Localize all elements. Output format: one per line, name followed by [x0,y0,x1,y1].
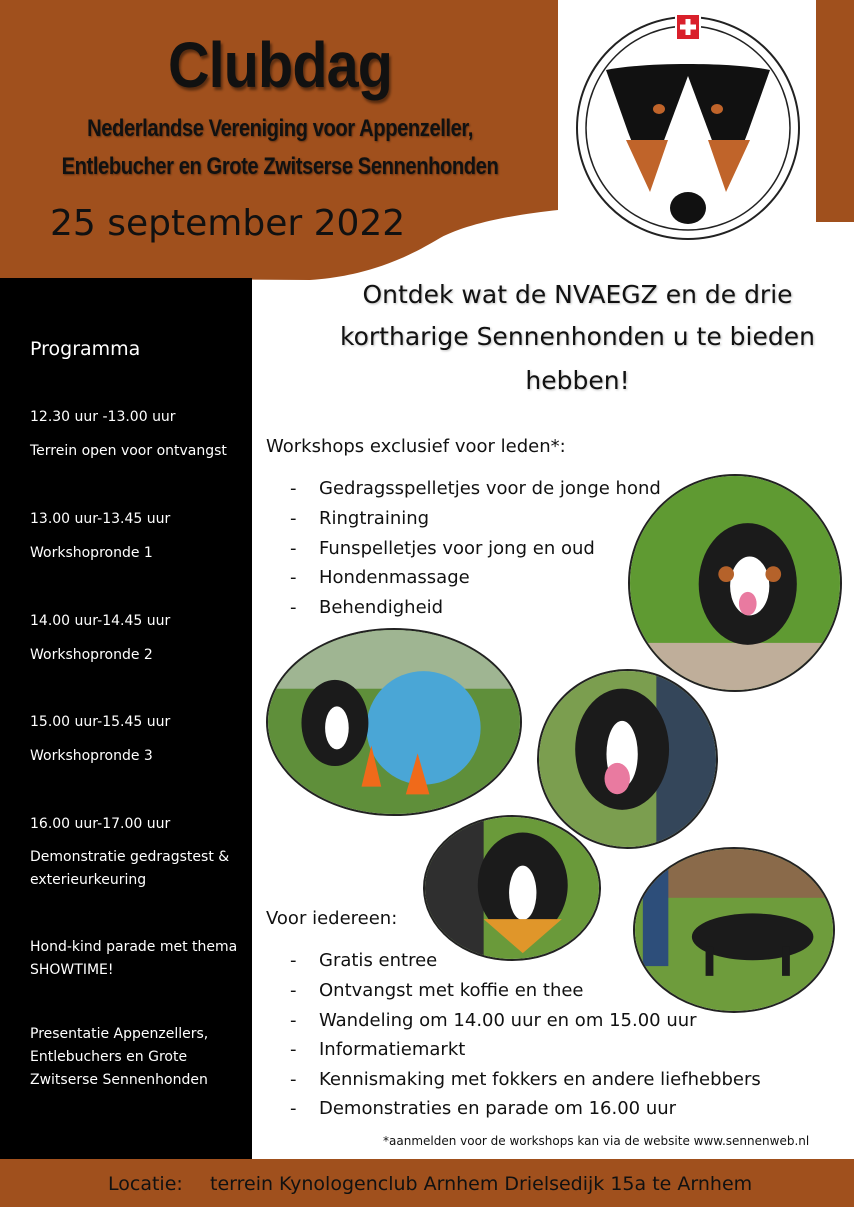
intro-line3: hebben! [525,366,630,395]
workshop-item-text: Funspelletjes voor jong en oud [319,538,595,559]
intro-line2: kortharige Sennenhonden u te bieden [340,322,815,351]
everyone-item-text: Informatiemarkt [319,1039,466,1060]
everyone-heading: Voor iedereen: [266,908,398,929]
everyone-item [290,980,584,1001]
everyone-item-text: Kennismaking met fokkers en andere liefhebbers [319,1069,761,1090]
workshop-item [290,538,595,559]
everyone-item-text: Ontvangst met koffie en thee [319,980,584,1001]
club-name-line1: Nederlandse Vereniging voor Appenzeller, [87,115,473,142]
everyone-item [290,1069,761,1090]
program-extra-2-line3: Zwitserse Sennenhonden [30,1072,208,1088]
program-extra-2-line2: Entlebuchers en Grote [30,1049,188,1065]
dog-photo-running [628,474,842,692]
program-activity-2: Workshopronde 1 [30,545,153,561]
program-activity-1: Terrein open voor ontvangst [30,443,227,459]
program-activity-3: Workshopronde 2 [30,647,153,663]
program-activity-5-line1: Demonstratie gedragstest & [30,849,230,865]
program-time-1: 12.30 uur -13.00 uur [30,409,176,425]
location-label: Locatie: [108,1173,183,1195]
bullet-dash: - [290,538,297,559]
bullet-dash: - [290,980,297,1001]
program-activity-5-line2: exterieurkeuring [30,872,147,888]
workshop-item-text: Hondenmassage [319,567,470,588]
intro-line1: Ontdek wat de NVAEGZ en de drie [362,280,793,309]
bullet-dash: - [290,478,297,499]
everyone-item [290,950,437,971]
event-date: 25 september 2022 [50,203,406,244]
program-heading: Programma [30,338,141,360]
bullet-dash: - [290,1039,297,1060]
everyone-item-text: Gratis entree [319,950,438,971]
club-name-line2: Entlebucher en Grote Zwitserse Sennenhonden [61,153,499,180]
bullet-dash: - [290,567,297,588]
bullet-dash: - [290,597,297,618]
bullet-dash: - [290,950,297,971]
program-activity-4: Workshopronde 3 [30,748,153,764]
bullet-dash: - [290,508,297,529]
location-address: terrein Kynologenclub Arnhem Drielsedijk 15a te Arnhem [210,1173,753,1195]
dog-photo-portrait [537,669,718,849]
program-time-4: 15.00 uur-15.45 uur [30,714,171,730]
page-title: Clubdag [167,29,393,101]
program-extra-2-line1: Presentatie Appenzellers, [30,1026,209,1042]
dog-photo-walking [633,847,835,1013]
everyone-item [290,1010,697,1031]
club-logo [574,12,802,240]
program-time-5: 16.00 uur-17.00 uur [30,816,171,832]
workshop-item [290,478,661,499]
everyone-item-text: Wandeling om 14.00 uur en om 15.00 uur [319,1010,697,1031]
signup-footnote: *aanmelden voor de workshops kan via de website www.sennenweb.nl [383,1134,810,1148]
workshop-item-text: Behendigheid [319,597,444,618]
program-time-3: 14.00 uur-14.45 uur [30,613,171,629]
everyone-item-text: Demonstraties en parade om 16.00 uur [319,1098,677,1119]
workshop-item-text: Ringtraining [319,508,430,529]
dog-photo-ball [266,628,522,816]
program-time-2: 13.00 uur-13.45 uur [30,511,171,527]
bullet-dash: - [290,1069,297,1090]
program-extra-1-line2: SHOWTIME! [30,962,114,978]
workshop-item [290,567,470,588]
dog-photo-bandana [423,815,601,961]
workshop-item-text: Gedragsspelletjes voor de jonge hond [319,478,661,499]
workshop-item [290,597,443,618]
bullet-dash: - [290,1010,297,1031]
everyone-item [290,1098,676,1119]
everyone-item [290,1039,465,1060]
bullet-dash: - [290,1098,297,1119]
program-extra-1-line1: Hond-kind parade met thema [30,939,238,955]
workshops-heading: Workshops exclusief voor leden*: [266,436,566,457]
workshop-item [290,508,429,529]
